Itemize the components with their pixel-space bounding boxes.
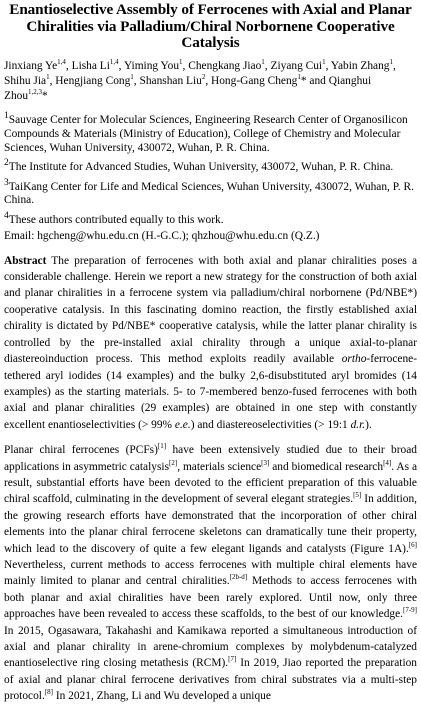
citation: [4] — [383, 458, 392, 467]
email-line: Email: hgcheng@whu.edu.cn (H.-G.C.); qhzhou@whu.edu.cn (Q.Z.) — [4, 229, 320, 242]
paper-title: Enantioselective Assembly of Ferrocenes with Axial and Planar Chiralities via Palladium/Chiral Norbornene Cooperative Catalysis — [9, 1, 412, 51]
affiliation: $^1$Sauvage Center for Molecular Sciences, Engineering Research Center of Organosilicon Compounds & Materials (Ministry of Education), College of Chemistry and Molecular Sciences, Wuhan University, 430072, Wuhan, P. R. China. — [4, 111, 408, 154]
author-list — [4, 59, 417, 105]
affiliation: $^4$These authors contributed equally to this work. — [4, 211, 224, 227]
author: Chengkang Jiao$^1$, — [188, 57, 271, 72]
author: Shihu Jia$^1$, — [4, 72, 56, 87]
author: Jinxiang Ye$^{1,4}$, — [4, 57, 72, 72]
citation: [8] — [44, 688, 53, 697]
citation: [2] — [169, 458, 178, 467]
abstract: Abstract The preparation of ferrocenes with both axial and planar chiralities poses a considerable challenge. Herein we report a new strategy for the construction of both axial and planar chiralities in a ferrocene system via palladium/chiral norbornene (Pd/NBE*) cooperative catalysis. In this fascinating domino reaction, the firstly established axial chirality is dictated by Pd/NBE* cooperative catalysis, while the latter planar chirality is controlled by the pre-installed axial chirality through a unique axial-to-planar diastereoinduction process. This method exploits readily available ortho-ferrocene-tethered aryl iodides (14 examples) and the bulky 2,6-disubstituted aryl bromides (14 examples) as the starting materials. 5- to 7-membered benzo-fused ferrocenes with both axial and planar chiralities (29 examples) are obtained in one step with constantly excellent enantioselectivities (> 99% e.e.) and diastereoselectivities (> 19:1 d.r.). — [4, 254, 417, 431]
affiliation: $^2$The Institute for Advanced Studies, Wuhan University, 430072, Wuhan, P. R. China. — [4, 158, 394, 174]
citation: [7] — [228, 655, 237, 664]
citation: [1] — [157, 442, 167, 451]
author: Yabin Zhang$^1$, — [330, 57, 396, 72]
author: Lisha Li$^{1,4}$, — [71, 57, 124, 72]
author: Qianghui Zhou$^{1,2,3}$* — [4, 74, 372, 102]
affiliations — [4, 110, 417, 244]
citation: [2b-d] — [229, 573, 248, 582]
citation: [3] — [261, 458, 270, 467]
body-paragraph: Planar chiral ferrocenes (PCFs)[1] have been extensively studied due to their broad applications in asymmetric catalysis[2], materials science[3] and biomedical research[4]. As a result, substantial efforts have been devoted to the efficient preparation of this valuable chiral scaffold, culminating in the development of several elegant strategies.[5] In addition, the growing research efforts have demonstrated that the incorporation of other chiral elements into the planar chiral ferrocene skeletons can dramatically tune their property, which lead to the discovery of quite a few elegant ligands and catalysts (Figure 1A).[6] Nevertheless, current methods to access ferrocenes with multiple chiral elements have mainly limited to planar and central chiralities.[2b-d] Methods to access ferrocenes with both planar and axial chiralities have been rarely explored. Until now, only three approaches have been revealed to access these scaffolds, to the best of our knowledge.[7-9] In 2015, Ogasawara, Takahashi and Kamikawa reported a simultaneous introduction of axial and planar chirality in arene-chromium complexes by molybdenum-catalyzed enantioselective ring closing metathesis (RCM).[7] In 2019, Jiao reported the preparation of axial and planar chiral ferrocene derivatives from chiral substrates via a multi-step protocol.[8] In 2021, Zhang, Li and Wu developed a unique — [4, 442, 418, 703]
author: Shanshan Liu$^2$, — [139, 72, 212, 87]
citation: [7-9] — [403, 606, 417, 615]
citation: [5] — [353, 491, 362, 500]
author: Hong-Gang Cheng$^1$* and — [211, 72, 329, 87]
abstract-label: Abstract — [4, 254, 47, 267]
author: Ziyang Cui$^1$, — [270, 57, 331, 72]
author: Hengjiang Cong$^1$, — [55, 72, 140, 87]
affiliation: $^3$TaiKang Center for Life and Medical Sciences, Wuhan University, 430072, Wuhan, P. R. China. — [4, 177, 414, 207]
citation: [6] — [408, 540, 417, 549]
author: Yiming You$^1$, — [123, 57, 189, 72]
